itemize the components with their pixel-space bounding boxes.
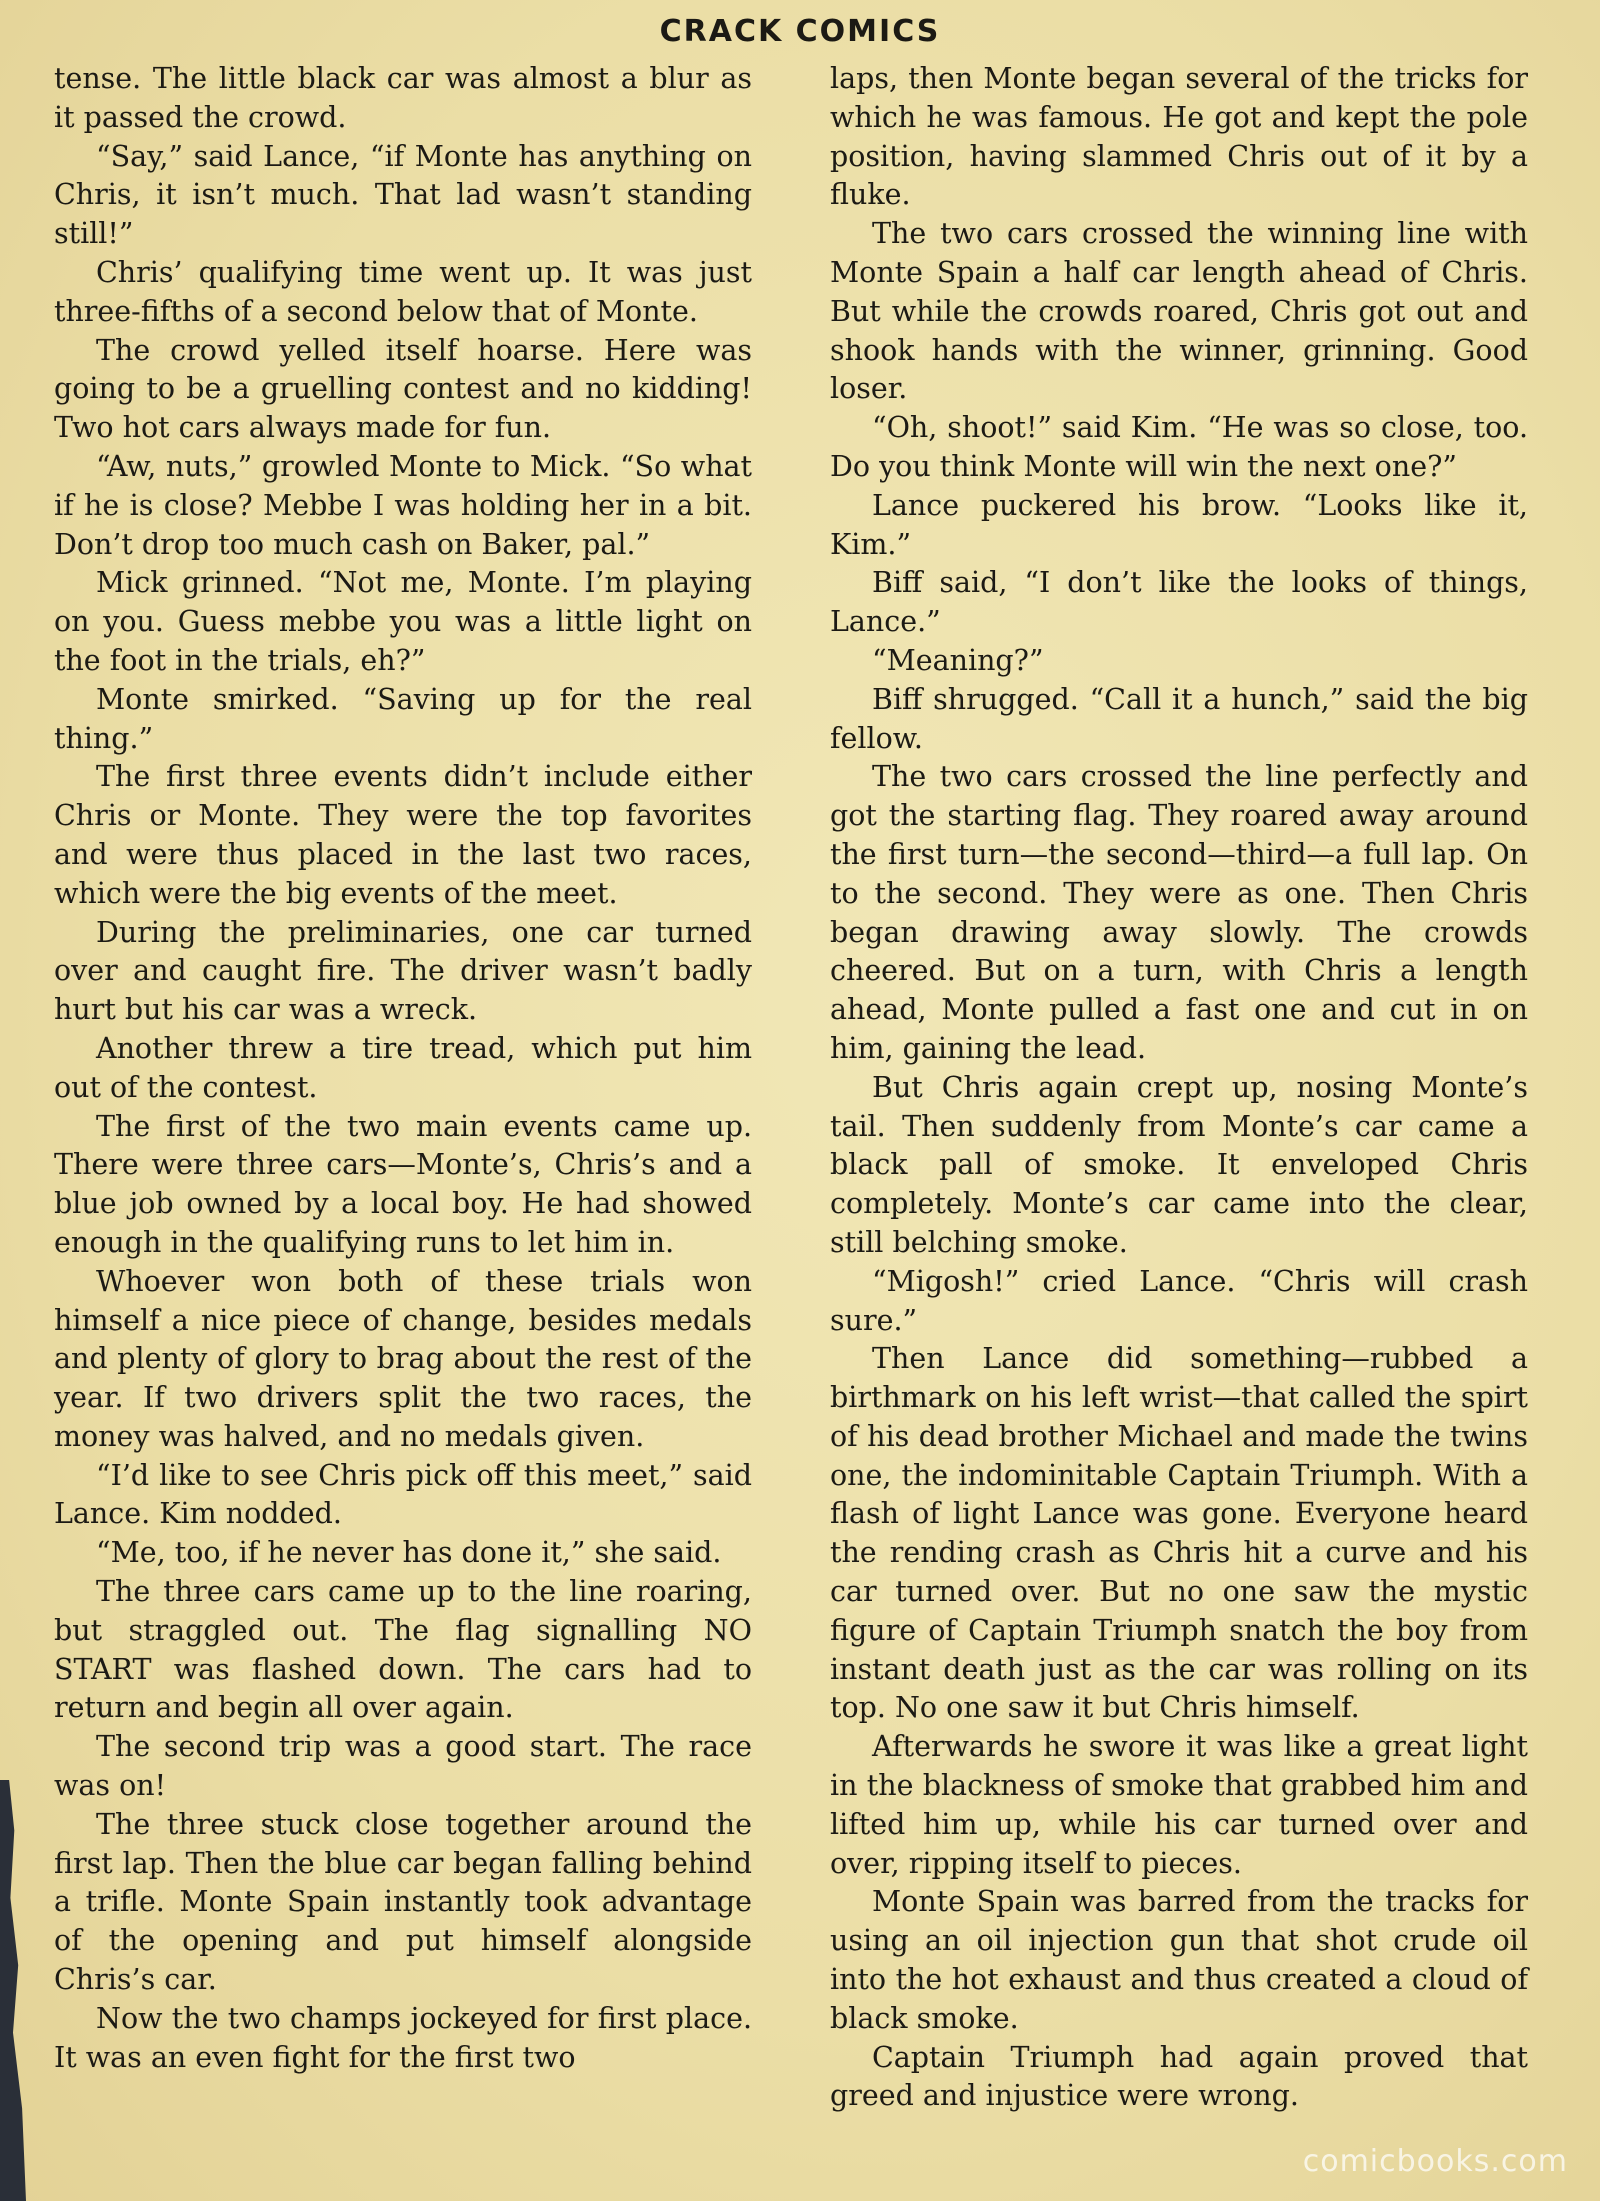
site-watermark: comicbooks.com: [1302, 2144, 1568, 2179]
paragraph: Lance puckered his brow. “Looks like it, Kim.”: [830, 488, 1528, 561]
paragraph: “I’d like to see Chris pick off this meet,” said Lance. Kim nodded.: [54, 1458, 752, 1531]
paragraph: Monte Spain was barred from the tracks for using an oil injection gun that shot crude oil into the hot exhaust and thus created a cloud of black smoke.: [830, 1885, 1528, 2035]
paragraph: “Aw, nuts,” growled Monte to Mick. “So what if he is close? Mebbe I was holding her in a bit. Don’t drop too much cash on Baker, pal.”: [54, 449, 752, 561]
paragraph: Captain Triumph had again proved that greed and injustice were wrong.: [830, 2040, 1528, 2113]
paragraph: The two cars crossed the line perfectly and got the starting flag. They roared away around the first turn—the second—third—a full lap. On to the second. They were as one. Then Chris began drawing away slowly. The crowds cheered. But on a turn, with Chris a length ahead, Monte pulled a fast one and cut in on him, gaining the lead.: [830, 760, 1528, 1065]
paragraph: Biff shrugged. “Call it a hunch,” said the big fellow.: [830, 682, 1528, 755]
torn-page-edge: [0, 1780, 26, 2201]
paragraph: The first of the two main events came up. There were three cars—Monte’s, Chris’s and a blue job owned by a local boy. He had showed enough in the qualifying runs to let him in.: [54, 1109, 752, 1259]
paragraph: Monte smirked. “Saving up for the real thing.”: [54, 682, 752, 755]
left-column: [54, 60, 752, 2077]
paragraph: “Meaning?”: [872, 643, 1044, 677]
paragraph: The first three events didn’t include either Chris or Monte. They were the top favorites and were thus placed in the last two races, which were the big events of the meet.: [54, 760, 752, 910]
paragraph: But Chris again crept up, nosing Monte’s tail. Then suddenly from Monte’s car came a black pall of smoke. It enveloped Chris completely. Monte’s car came into the clear, still belching smoke.: [830, 1070, 1528, 1259]
paragraph: Afterwards he swore it was like a great light in the blackness of smoke that grabbed him and lifted him up, while his car turned over and over, ripping itself to pieces.: [830, 1730, 1528, 1880]
page-header: CRACK COMICS: [659, 14, 941, 49]
paragraph: Mick grinned. “Not me, Monte. I’m playing on you. Guess mebbe you was a little light on the foot in the trials, eh?”: [54, 566, 752, 677]
paragraph: Biff said, “I don’t like the looks of things, Lance.”: [830, 566, 1528, 639]
paragraph: The three stuck close together around the first lap. Then the blue car began falling behind a trifle. Monte Spain instantly took advantage of the opening and put himself alongside Chris’s car.: [54, 1807, 752, 1997]
paragraph: Then Lance did something—rubbed a birthmark on his left wrist—that called the spirt of his dead brother Michael and made the twins one, the indominitable Captain Triumph. With a flash of light Lance was gone. Everyone heard the rending crash as Chris hit a curve and his car turned over. But no one saw the mystic figure of Captain Triumph snatch the boy from instant death just as the car was rolling on its top. No one saw it but Chris himself.: [830, 1342, 1528, 1725]
paragraph: Whoever won both of these trials won himself a nice piece of change, besides medals and plenty of glory to brag about the rest of the year. If two drivers split the two races, the money was halved, and no medals given.: [54, 1264, 752, 1453]
paragraph: The three cars came up to the line roaring, but straggled out. The flag signalling NO START was flashed down. The cars had to return and begin all over again.: [54, 1575, 752, 1725]
paragraph: “Migosh!” cried Lance. “Chris will crash sure.”: [830, 1264, 1528, 1337]
paragraph: The two cars crossed the winning line with Monte Spain a half car length ahead of Chris. But while the crowds roared, Chris got out and shook hands with the winner, grinning. Good loser.: [830, 217, 1528, 406]
paragraph: “Say,” said Lance, “if Monte has anything on Chris, it isn’t much. That lad wasn’t standing still!”: [54, 139, 752, 251]
right-column: [830, 60, 1528, 2116]
paragraph: tense. The little black car was almost a blur as it passed the crowd.: [54, 62, 752, 134]
paragraph: Another threw a tire tread, which put him out of the contest.: [54, 1031, 752, 1104]
paragraph: “Me, too, if he never has done it,” she said.: [96, 1536, 722, 1570]
paragraph: During the preliminaries, one car turned over and caught fire. The driver wasn’t badly hurt but his car was a wreck.: [54, 915, 752, 1027]
paragraph: Now the two champs jockeyed for first place. It was an even fight for the first two: [54, 2001, 752, 2074]
paragraph: The crowd yelled itself hoarse. Here was going to be a gruelling contest and no kidding! Two hot cars always made for fun.: [54, 333, 752, 445]
paragraph: The second trip was a good start. The race was on!: [54, 1730, 752, 1803]
paragraph: Chris’ qualifying time went up. It was just three-fifths of a second below that of Monte.: [54, 255, 752, 328]
paragraph: “Oh, shoot!” said Kim. “He was so close, too. Do you think Monte will win the next one?”: [830, 411, 1528, 483]
paragraph: laps, then Monte began several of the tricks for which he was famous. He got and kept the pole position, having slammed Chris out of it by a fluke.: [830, 62, 1528, 212]
